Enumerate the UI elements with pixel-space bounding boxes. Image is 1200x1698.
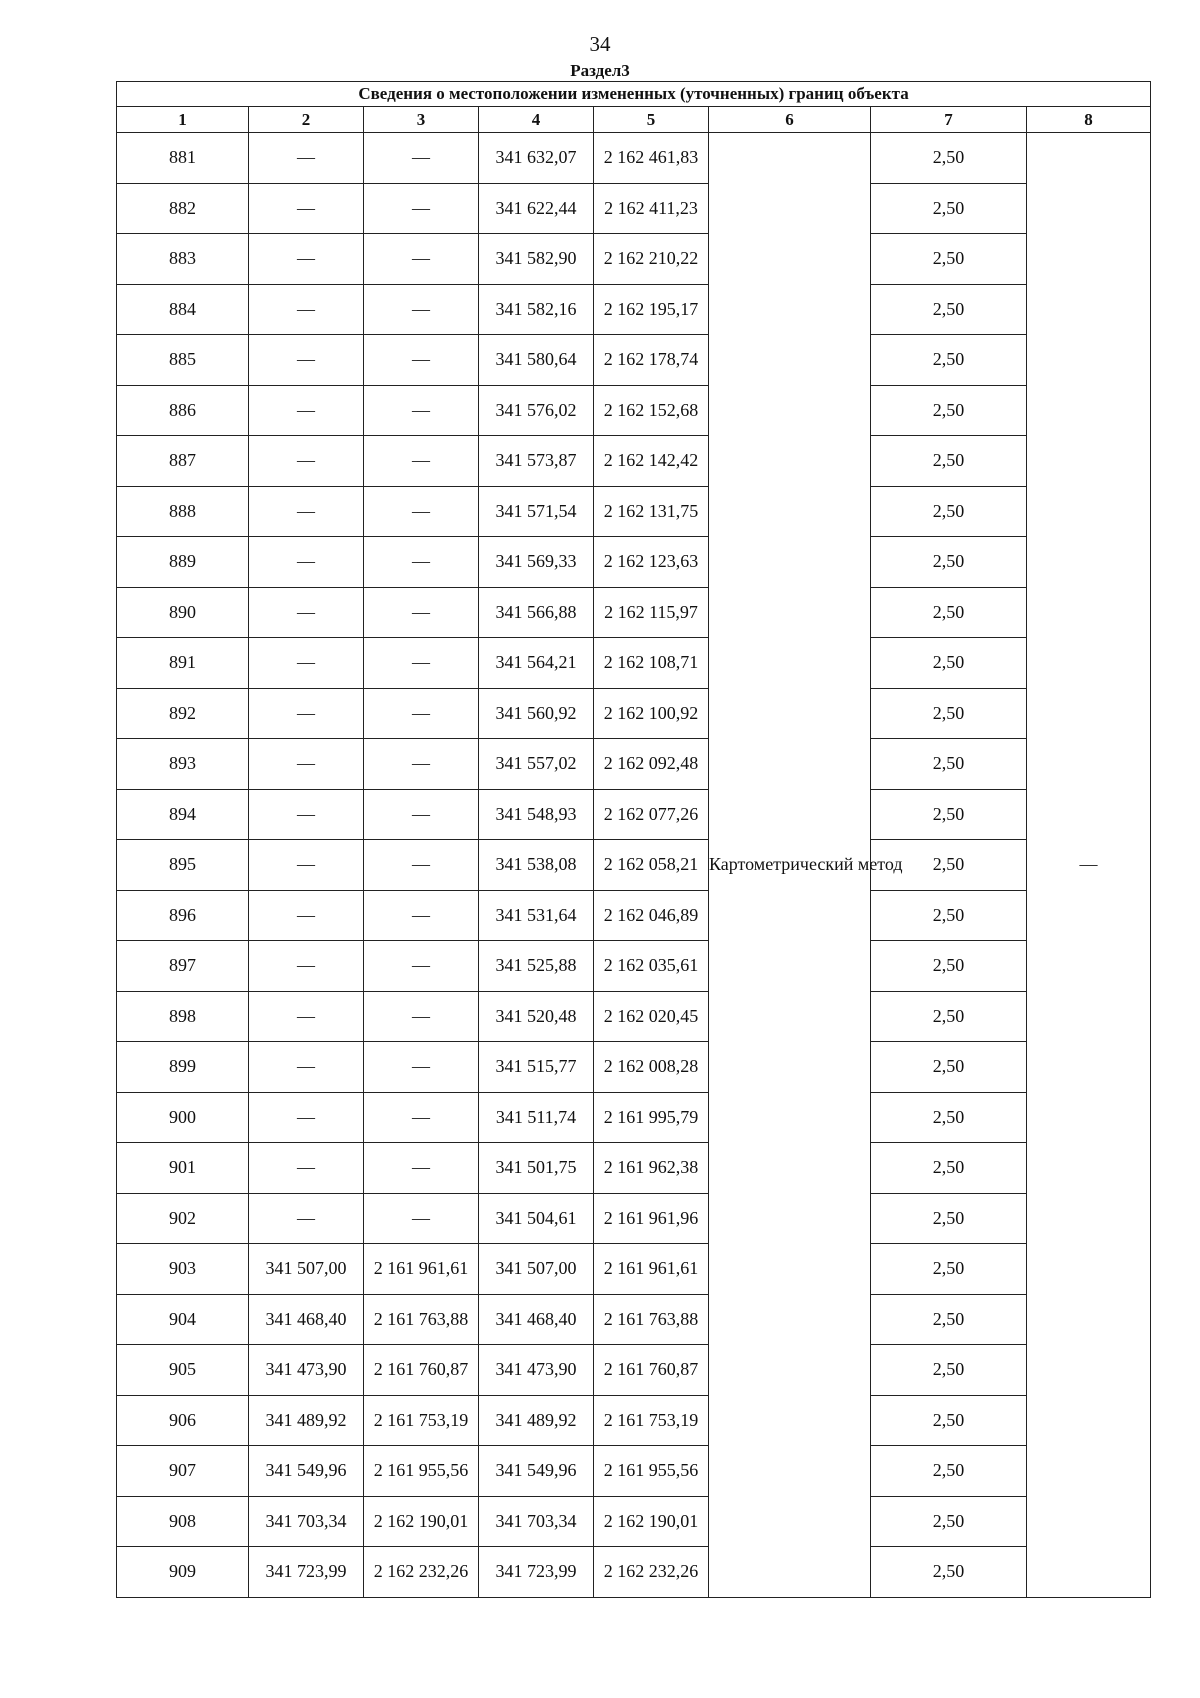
new-x-cell: 341 582,16 [479, 284, 594, 335]
point-number-cell: 904 [117, 1294, 249, 1345]
table-row [117, 1395, 1151, 1446]
new-x-cell: 341 557,02 [479, 739, 594, 790]
table-row [117, 436, 1151, 487]
new-x-cell: 341 576,02 [479, 385, 594, 436]
new-y-cell: 2 162 035,61 [594, 941, 709, 992]
existing-x-cell: — [249, 941, 364, 992]
point-number-cell: 897 [117, 941, 249, 992]
existing-x-cell: — [249, 335, 364, 386]
point-number-cell: 888 [117, 486, 249, 537]
point-number-cell: 887 [117, 436, 249, 487]
point-number-cell: 895 [117, 840, 249, 891]
new-x-cell: 341 569,33 [479, 537, 594, 588]
accuracy-cell: 2,50 [871, 638, 1027, 689]
page-number: 34 [589, 32, 611, 56]
existing-x-cell: 341 489,92 [249, 1395, 364, 1446]
table-caption: Сведения о местоположении измененных (уточненных) границ объекта [117, 82, 1151, 107]
existing-y-cell: 2 161 763,88 [364, 1294, 479, 1345]
existing-y-cell: — [364, 335, 479, 386]
accuracy-cell: 2,50 [871, 587, 1027, 638]
new-x-cell: 341 571,54 [479, 486, 594, 537]
existing-x-cell: — [249, 1092, 364, 1143]
new-y-cell: 2 162 178,74 [594, 335, 709, 386]
point-number-cell: 909 [117, 1547, 249, 1598]
accuracy-cell: 2,50 [871, 284, 1027, 335]
accuracy-cell: 2,50 [871, 789, 1027, 840]
point-number-cell: 893 [117, 739, 249, 790]
table-row [117, 1446, 1151, 1497]
new-y-cell: 2 161 760,87 [594, 1345, 709, 1396]
point-number-cell: 901 [117, 1143, 249, 1194]
accuracy-cell: 2,50 [871, 537, 1027, 588]
existing-x-cell: — [249, 739, 364, 790]
existing-y-cell: — [364, 234, 479, 285]
table-row [117, 183, 1151, 234]
table-row [117, 234, 1151, 285]
new-x-cell: 341 548,93 [479, 789, 594, 840]
new-y-cell: 2 162 008,28 [594, 1042, 709, 1093]
accuracy-cell: 2,50 [871, 1193, 1027, 1244]
column8-cell: — [1027, 133, 1151, 1598]
new-y-cell: 2 161 753,19 [594, 1395, 709, 1446]
new-y-cell: 2 162 210,22 [594, 234, 709, 285]
existing-y-cell: — [364, 840, 479, 891]
method-cell: Картометрический метод [709, 133, 871, 1598]
new-y-cell: 2 161 961,61 [594, 1244, 709, 1295]
column-number-4: 4 [479, 107, 594, 133]
existing-y-cell: — [364, 688, 479, 739]
existing-y-cell: 2 161 961,61 [364, 1244, 479, 1295]
existing-y-cell: — [364, 385, 479, 436]
accuracy-cell: 2,50 [871, 1547, 1027, 1598]
existing-y-cell: — [364, 638, 479, 689]
table-row [117, 941, 1151, 992]
existing-x-cell: — [249, 789, 364, 840]
table-row [117, 1244, 1151, 1295]
table-row [117, 1143, 1151, 1194]
table-body [117, 133, 1151, 1598]
new-y-cell: 2 162 100,92 [594, 688, 709, 739]
existing-y-cell: 2 161 955,56 [364, 1446, 479, 1497]
new-x-cell: 341 489,92 [479, 1395, 594, 1446]
new-x-cell: 341 723,99 [479, 1547, 594, 1598]
existing-x-cell: — [249, 587, 364, 638]
existing-y-cell: — [364, 991, 479, 1042]
existing-y-cell: — [364, 183, 479, 234]
accuracy-cell: 2,50 [871, 1143, 1027, 1194]
table-row [117, 284, 1151, 335]
coordinates-table [116, 81, 1151, 1598]
new-y-cell: 2 162 115,97 [594, 587, 709, 638]
existing-x-cell: — [249, 486, 364, 537]
point-number-cell: 894 [117, 789, 249, 840]
new-y-cell: 2 162 077,26 [594, 789, 709, 840]
new-y-cell: 2 162 152,68 [594, 385, 709, 436]
existing-x-cell: — [249, 183, 364, 234]
new-x-cell: 341 525,88 [479, 941, 594, 992]
point-number-cell: 902 [117, 1193, 249, 1244]
column-number-7: 7 [871, 107, 1027, 133]
accuracy-cell: 2,50 [871, 1345, 1027, 1396]
existing-y-cell: — [364, 1042, 479, 1093]
new-y-cell: 2 161 995,79 [594, 1092, 709, 1143]
new-y-cell: 2 162 020,45 [594, 991, 709, 1042]
accuracy-cell: 2,50 [871, 1395, 1027, 1446]
new-y-cell: 2 162 190,01 [594, 1496, 709, 1547]
new-y-cell: 2 162 131,75 [594, 486, 709, 537]
new-y-cell: 2 162 123,63 [594, 537, 709, 588]
new-y-cell: 2 162 142,42 [594, 436, 709, 487]
point-number-cell: 899 [117, 1042, 249, 1093]
point-number-cell: 883 [117, 234, 249, 285]
accuracy-cell: 2,50 [871, 335, 1027, 386]
table-row [117, 739, 1151, 790]
accuracy-cell: 2,50 [871, 1092, 1027, 1143]
table-row [117, 991, 1151, 1042]
point-number-cell: 881 [117, 133, 249, 184]
new-x-cell: 341 560,92 [479, 688, 594, 739]
existing-x-cell: 341 507,00 [249, 1244, 364, 1295]
existing-x-cell: — [249, 537, 364, 588]
existing-y-cell: — [364, 739, 479, 790]
point-number-cell: 889 [117, 537, 249, 588]
existing-x-cell: — [249, 385, 364, 436]
point-number-cell: 890 [117, 587, 249, 638]
accuracy-cell: 2,50 [871, 1294, 1027, 1345]
existing-y-cell: — [364, 1092, 479, 1143]
column-number-row [117, 107, 1151, 133]
new-x-cell: 341 622,44 [479, 183, 594, 234]
accuracy-cell: 2,50 [871, 840, 1027, 891]
point-number-cell: 892 [117, 688, 249, 739]
new-x-cell: 341 582,90 [479, 234, 594, 285]
accuracy-cell: 2,50 [871, 1244, 1027, 1295]
column-number-2: 2 [249, 107, 364, 133]
existing-x-cell: — [249, 890, 364, 941]
new-x-cell: 341 573,87 [479, 436, 594, 487]
new-x-cell: 341 549,96 [479, 1446, 594, 1497]
accuracy-cell: 2,50 [871, 991, 1027, 1042]
new-x-cell: 341 564,21 [479, 638, 594, 689]
existing-x-cell: — [249, 638, 364, 689]
new-x-cell: 341 520,48 [479, 991, 594, 1042]
existing-y-cell: — [364, 486, 479, 537]
point-number-cell: 907 [117, 1446, 249, 1497]
existing-y-cell: — [364, 890, 479, 941]
existing-x-cell: 341 723,99 [249, 1547, 364, 1598]
accuracy-cell: 2,50 [871, 1496, 1027, 1547]
accuracy-cell: 2,50 [871, 688, 1027, 739]
accuracy-cell: 2,50 [871, 183, 1027, 234]
accuracy-cell: 2,50 [871, 133, 1027, 184]
point-number-cell: 908 [117, 1496, 249, 1547]
point-number-cell: 891 [117, 638, 249, 689]
column-number-1: 1 [117, 107, 249, 133]
table-row [117, 1547, 1151, 1598]
accuracy-cell: 2,50 [871, 890, 1027, 941]
table-row [117, 890, 1151, 941]
column-number-8: 8 [1027, 107, 1151, 133]
existing-y-cell: 2 161 753,19 [364, 1395, 479, 1446]
new-x-cell: 341 473,90 [479, 1345, 594, 1396]
accuracy-cell: 2,50 [871, 385, 1027, 436]
accuracy-cell: 2,50 [871, 739, 1027, 790]
existing-x-cell: — [249, 1193, 364, 1244]
existing-y-cell: 2 161 760,87 [364, 1345, 479, 1396]
existing-x-cell: 341 703,34 [249, 1496, 364, 1547]
new-y-cell: 2 162 058,21 [594, 840, 709, 891]
table-row [117, 1092, 1151, 1143]
table-row [117, 1496, 1151, 1547]
new-x-cell: 341 580,64 [479, 335, 594, 386]
accuracy-cell: 2,50 [871, 1446, 1027, 1497]
existing-y-cell: 2 162 190,01 [364, 1496, 479, 1547]
column-number-3: 3 [364, 107, 479, 133]
existing-x-cell: — [249, 1042, 364, 1093]
existing-x-cell: — [249, 284, 364, 335]
new-y-cell: 2 161 955,56 [594, 1446, 709, 1497]
table-row [117, 1294, 1151, 1345]
new-x-cell: 341 538,08 [479, 840, 594, 891]
new-x-cell: 341 531,64 [479, 890, 594, 941]
existing-x-cell: — [249, 133, 364, 184]
new-x-cell: 341 511,74 [479, 1092, 594, 1143]
table-row [117, 486, 1151, 537]
accuracy-cell: 2,50 [871, 941, 1027, 992]
table-row [117, 133, 1151, 184]
point-number-cell: 896 [117, 890, 249, 941]
existing-y-cell: — [364, 941, 479, 992]
table-row [117, 335, 1151, 386]
new-y-cell: 2 162 232,26 [594, 1547, 709, 1598]
table-row [117, 688, 1151, 739]
accuracy-cell: 2,50 [871, 234, 1027, 285]
existing-x-cell: 341 468,40 [249, 1294, 364, 1345]
existing-y-cell: — [364, 436, 479, 487]
new-y-cell: 2 161 763,88 [594, 1294, 709, 1345]
accuracy-cell: 2,50 [871, 1042, 1027, 1093]
point-number-cell: 884 [117, 284, 249, 335]
new-y-cell: 2 162 046,89 [594, 890, 709, 941]
new-x-cell: 341 468,40 [479, 1294, 594, 1345]
table-row [117, 1193, 1151, 1244]
table-row [117, 385, 1151, 436]
point-number-cell: 905 [117, 1345, 249, 1396]
new-y-cell: 2 162 411,23 [594, 183, 709, 234]
point-number-cell: 903 [117, 1244, 249, 1295]
existing-x-cell: — [249, 840, 364, 891]
section-title: Раздел3 [570, 61, 630, 80]
existing-x-cell: 341 549,96 [249, 1446, 364, 1497]
point-number-cell: 882 [117, 183, 249, 234]
existing-y-cell: 2 162 232,26 [364, 1547, 479, 1598]
existing-x-cell: — [249, 991, 364, 1042]
column-number-6: 6 [709, 107, 871, 133]
new-y-cell: 2 162 195,17 [594, 284, 709, 335]
existing-y-cell: — [364, 1143, 479, 1194]
point-number-cell: 900 [117, 1092, 249, 1143]
point-number-cell: 906 [117, 1395, 249, 1446]
new-x-cell: 341 504,61 [479, 1193, 594, 1244]
table-row [117, 840, 1151, 891]
point-number-cell: 885 [117, 335, 249, 386]
existing-y-cell: — [364, 284, 479, 335]
table-row [117, 638, 1151, 689]
existing-y-cell: — [364, 133, 479, 184]
new-y-cell: 2 161 962,38 [594, 1143, 709, 1194]
point-number-cell: 886 [117, 385, 249, 436]
new-y-cell: 2 162 108,71 [594, 638, 709, 689]
accuracy-cell: 2,50 [871, 486, 1027, 537]
existing-x-cell: — [249, 234, 364, 285]
new-x-cell: 341 703,34 [479, 1496, 594, 1547]
accuracy-cell: 2,50 [871, 436, 1027, 487]
existing-x-cell: 341 473,90 [249, 1345, 364, 1396]
new-y-cell: 2 162 461,83 [594, 133, 709, 184]
column-number-5: 5 [594, 107, 709, 133]
table-row [117, 537, 1151, 588]
existing-y-cell: — [364, 1193, 479, 1244]
new-x-cell: 341 507,00 [479, 1244, 594, 1295]
table-row [117, 587, 1151, 638]
new-x-cell: 341 566,88 [479, 587, 594, 638]
table-row [117, 1042, 1151, 1093]
new-x-cell: 341 632,07 [479, 133, 594, 184]
existing-x-cell: — [249, 1143, 364, 1194]
new-y-cell: 2 162 092,48 [594, 739, 709, 790]
existing-x-cell: — [249, 436, 364, 487]
new-x-cell: 341 515,77 [479, 1042, 594, 1093]
point-number-cell: 898 [117, 991, 249, 1042]
table-row [117, 789, 1151, 840]
table-row [117, 1345, 1151, 1396]
existing-y-cell: — [364, 789, 479, 840]
new-y-cell: 2 161 961,96 [594, 1193, 709, 1244]
existing-y-cell: — [364, 537, 479, 588]
existing-x-cell: — [249, 688, 364, 739]
existing-y-cell: — [364, 587, 479, 638]
new-x-cell: 341 501,75 [479, 1143, 594, 1194]
